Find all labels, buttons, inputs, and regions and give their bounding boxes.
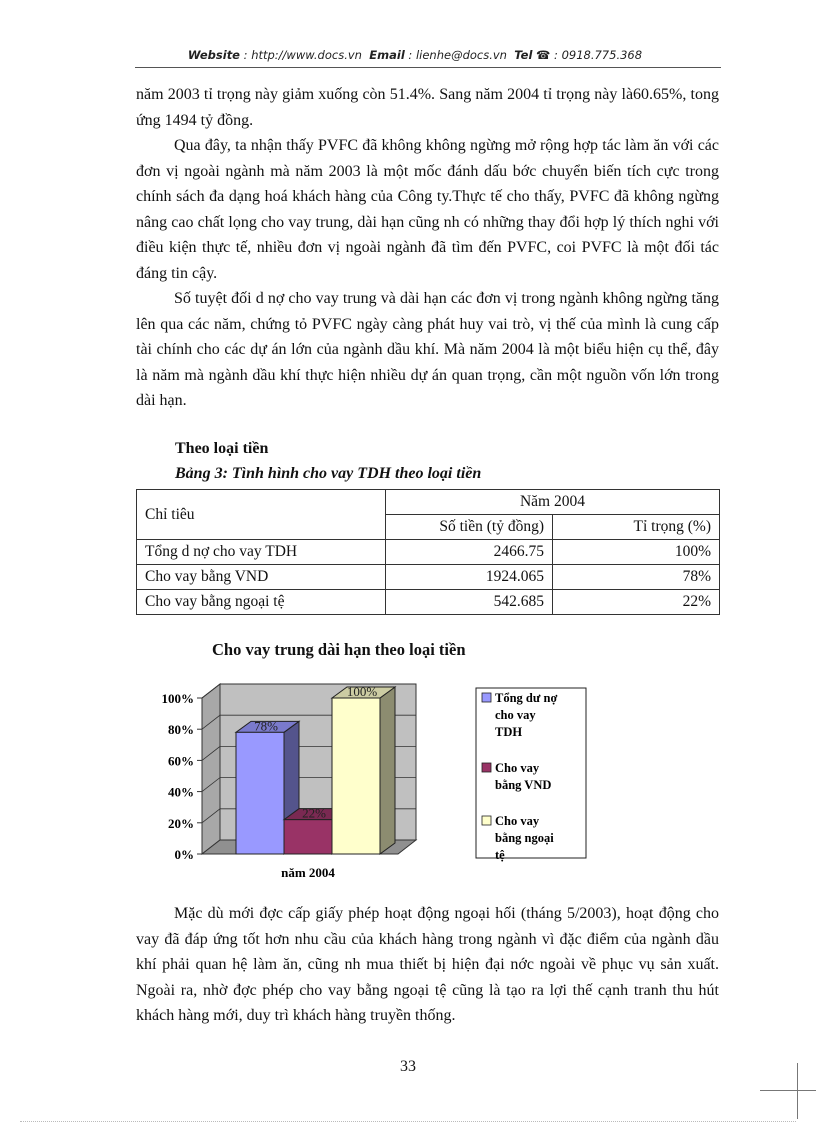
legend-swatch (482, 693, 491, 702)
chart-side-wall (202, 684, 220, 854)
row-share: 78% (553, 565, 720, 590)
bar-front (284, 820, 332, 854)
body-text-bottom (136, 901, 719, 1029)
paragraph-2: Qua đây, ta nhận thấy PVFC đã không không ngừng mở rộng hợp tác làm ăn với các đơn vị ngoài ngành mà năm 2003 là một mốc đánh dấu bớc chuyển biến tích cực trong chính sách đa dạng hoá khách hàng của Công ty.Thực tế cho thấy, PVFC đã không ngừng nâng cao chất lọng cho vay trung, dài hạn cũng nh có những thay đổi hợp lý thích nghi với điều kiện thực tế, nhiều đơn vị ngoài ngành đã tìm đến PVFC, coi PVFC là một đối tác đáng tin cậy. (136, 137, 719, 282)
legend-label: Tổng dư nợ (495, 691, 558, 705)
chart-title: Cho vay trung dài hạn theo loại tiền (212, 640, 466, 659)
paragraph-4: Mặc dù mới đợc cấp giấy phép hoạt động ngoại hối (tháng 5/2003), hoạt động cho vay đã đáp ứng tốt hơn nhu cầu của khách hàng trong ngành vì đặc điểm của ngành dầu khí phải quan hệ làm ăn, cũng nh mua thiết bị hiện đại nớc ngoài về phục vụ sản xuất. Ngoài ra, nhờ đợc phép cho vay bằng ngoại tệ cũng là tạo ra lợi thế cạnh tranh thu hút khách hàng mới, duy trì khách hàng truyền thống. (136, 905, 719, 1024)
body-text-top (136, 82, 719, 414)
header-divider (135, 67, 721, 68)
email-sep: : (404, 48, 416, 62)
legend-label: bằng ngoại (495, 831, 554, 845)
website-url[interactable]: http://www.docs.vn (251, 48, 362, 62)
crop-mark-horizontal (760, 1090, 816, 1091)
header-indicator: Chỉ tiêu (137, 490, 386, 540)
bottom-dotted-rule (20, 1121, 796, 1122)
row-label: Tổng d nợ cho vay TDH (137, 540, 386, 565)
legend-label: Cho vay (495, 814, 540, 828)
bar-side (380, 687, 395, 854)
legend-label: TDH (495, 725, 523, 739)
paragraph-1: năm 2003 tỉ trọng này giảm xuống còn 51.4%. Sang năm 2004 tỉ trọng này là60.65%, tong ứng 1494 tỷ đồng. (136, 86, 719, 129)
section-heading: Theo loại tiền (175, 440, 269, 457)
y-tick-label: 60% (168, 753, 194, 769)
y-tick-label: 40% (168, 784, 194, 800)
table-row (137, 540, 720, 565)
page-number: 33 (400, 1058, 416, 1075)
tel-value: ☎ : 0918.775.368 (532, 48, 643, 62)
header-share: Tỉ trọng (%) (553, 515, 720, 540)
header-year: Năm 2004 (386, 490, 720, 515)
email-value[interactable]: lienhe@docs.vn (415, 48, 507, 62)
header-amount: Số tiền (tỷ đồng) (386, 515, 553, 540)
legend-label: cho vay (495, 708, 536, 722)
bar-front (236, 732, 284, 854)
row-amount: 542.685 (386, 590, 553, 615)
y-tick-label: 80% (168, 722, 194, 738)
email-label: Email (369, 48, 405, 62)
website-sep: : (240, 48, 252, 62)
row-share: 100% (553, 540, 720, 565)
y-tick-label: 100% (161, 691, 194, 706)
row-share: 22% (553, 590, 720, 615)
x-category-label: năm 2004 (281, 865, 335, 880)
legend-label: bằng VND (495, 778, 552, 792)
bar-data-label: 78% (254, 718, 278, 734)
legend-swatch (482, 816, 491, 825)
loan-table (136, 489, 720, 615)
y-tick-label: 0% (174, 847, 194, 862)
paragraph-3: Số tuyệt đối d nợ cho vay trung và dài hạn các đơn vị trong ngành không ngừng tăng lên qua các năm, chứng tỏ PVFC ngày càng phát huy vai trò, vị thế của mình là cung cấp tài chính cho các dự án lớn của ngành dầu khí. Mà năm 2004 là một biểu hiện cụ thể, đây là năm mà ngành dầu khí thực hiện nhiều dự án quan trọng, cần một nguồn vốn lớn trong dài hạn. (136, 290, 719, 409)
bar-data-label: 100% (346, 684, 378, 699)
row-amount: 2466.75 (386, 540, 553, 565)
y-tick-label: 20% (168, 815, 194, 831)
loan-chart (140, 672, 600, 882)
website-label: Website (187, 48, 240, 62)
table-caption: Bảng 3: Tình hình cho vay TDH theo loại tiền (175, 465, 482, 482)
row-amount: 1924.065 (386, 565, 553, 590)
bar-data-label: 22% (302, 805, 326, 821)
row-label: Cho vay bằng VND (137, 565, 386, 590)
page-header (150, 48, 680, 62)
legend-label: Cho vay (495, 761, 540, 775)
legend-label: tệ (495, 848, 505, 862)
crop-mark-vertical (797, 1063, 798, 1119)
row-label: Cho vay bằng ngoại tệ (137, 590, 386, 615)
table-row (137, 565, 720, 590)
table-row (137, 590, 720, 615)
bar (332, 687, 395, 854)
bar-front (332, 698, 380, 854)
legend-swatch (482, 763, 491, 772)
tel-label: Tel (514, 48, 533, 62)
